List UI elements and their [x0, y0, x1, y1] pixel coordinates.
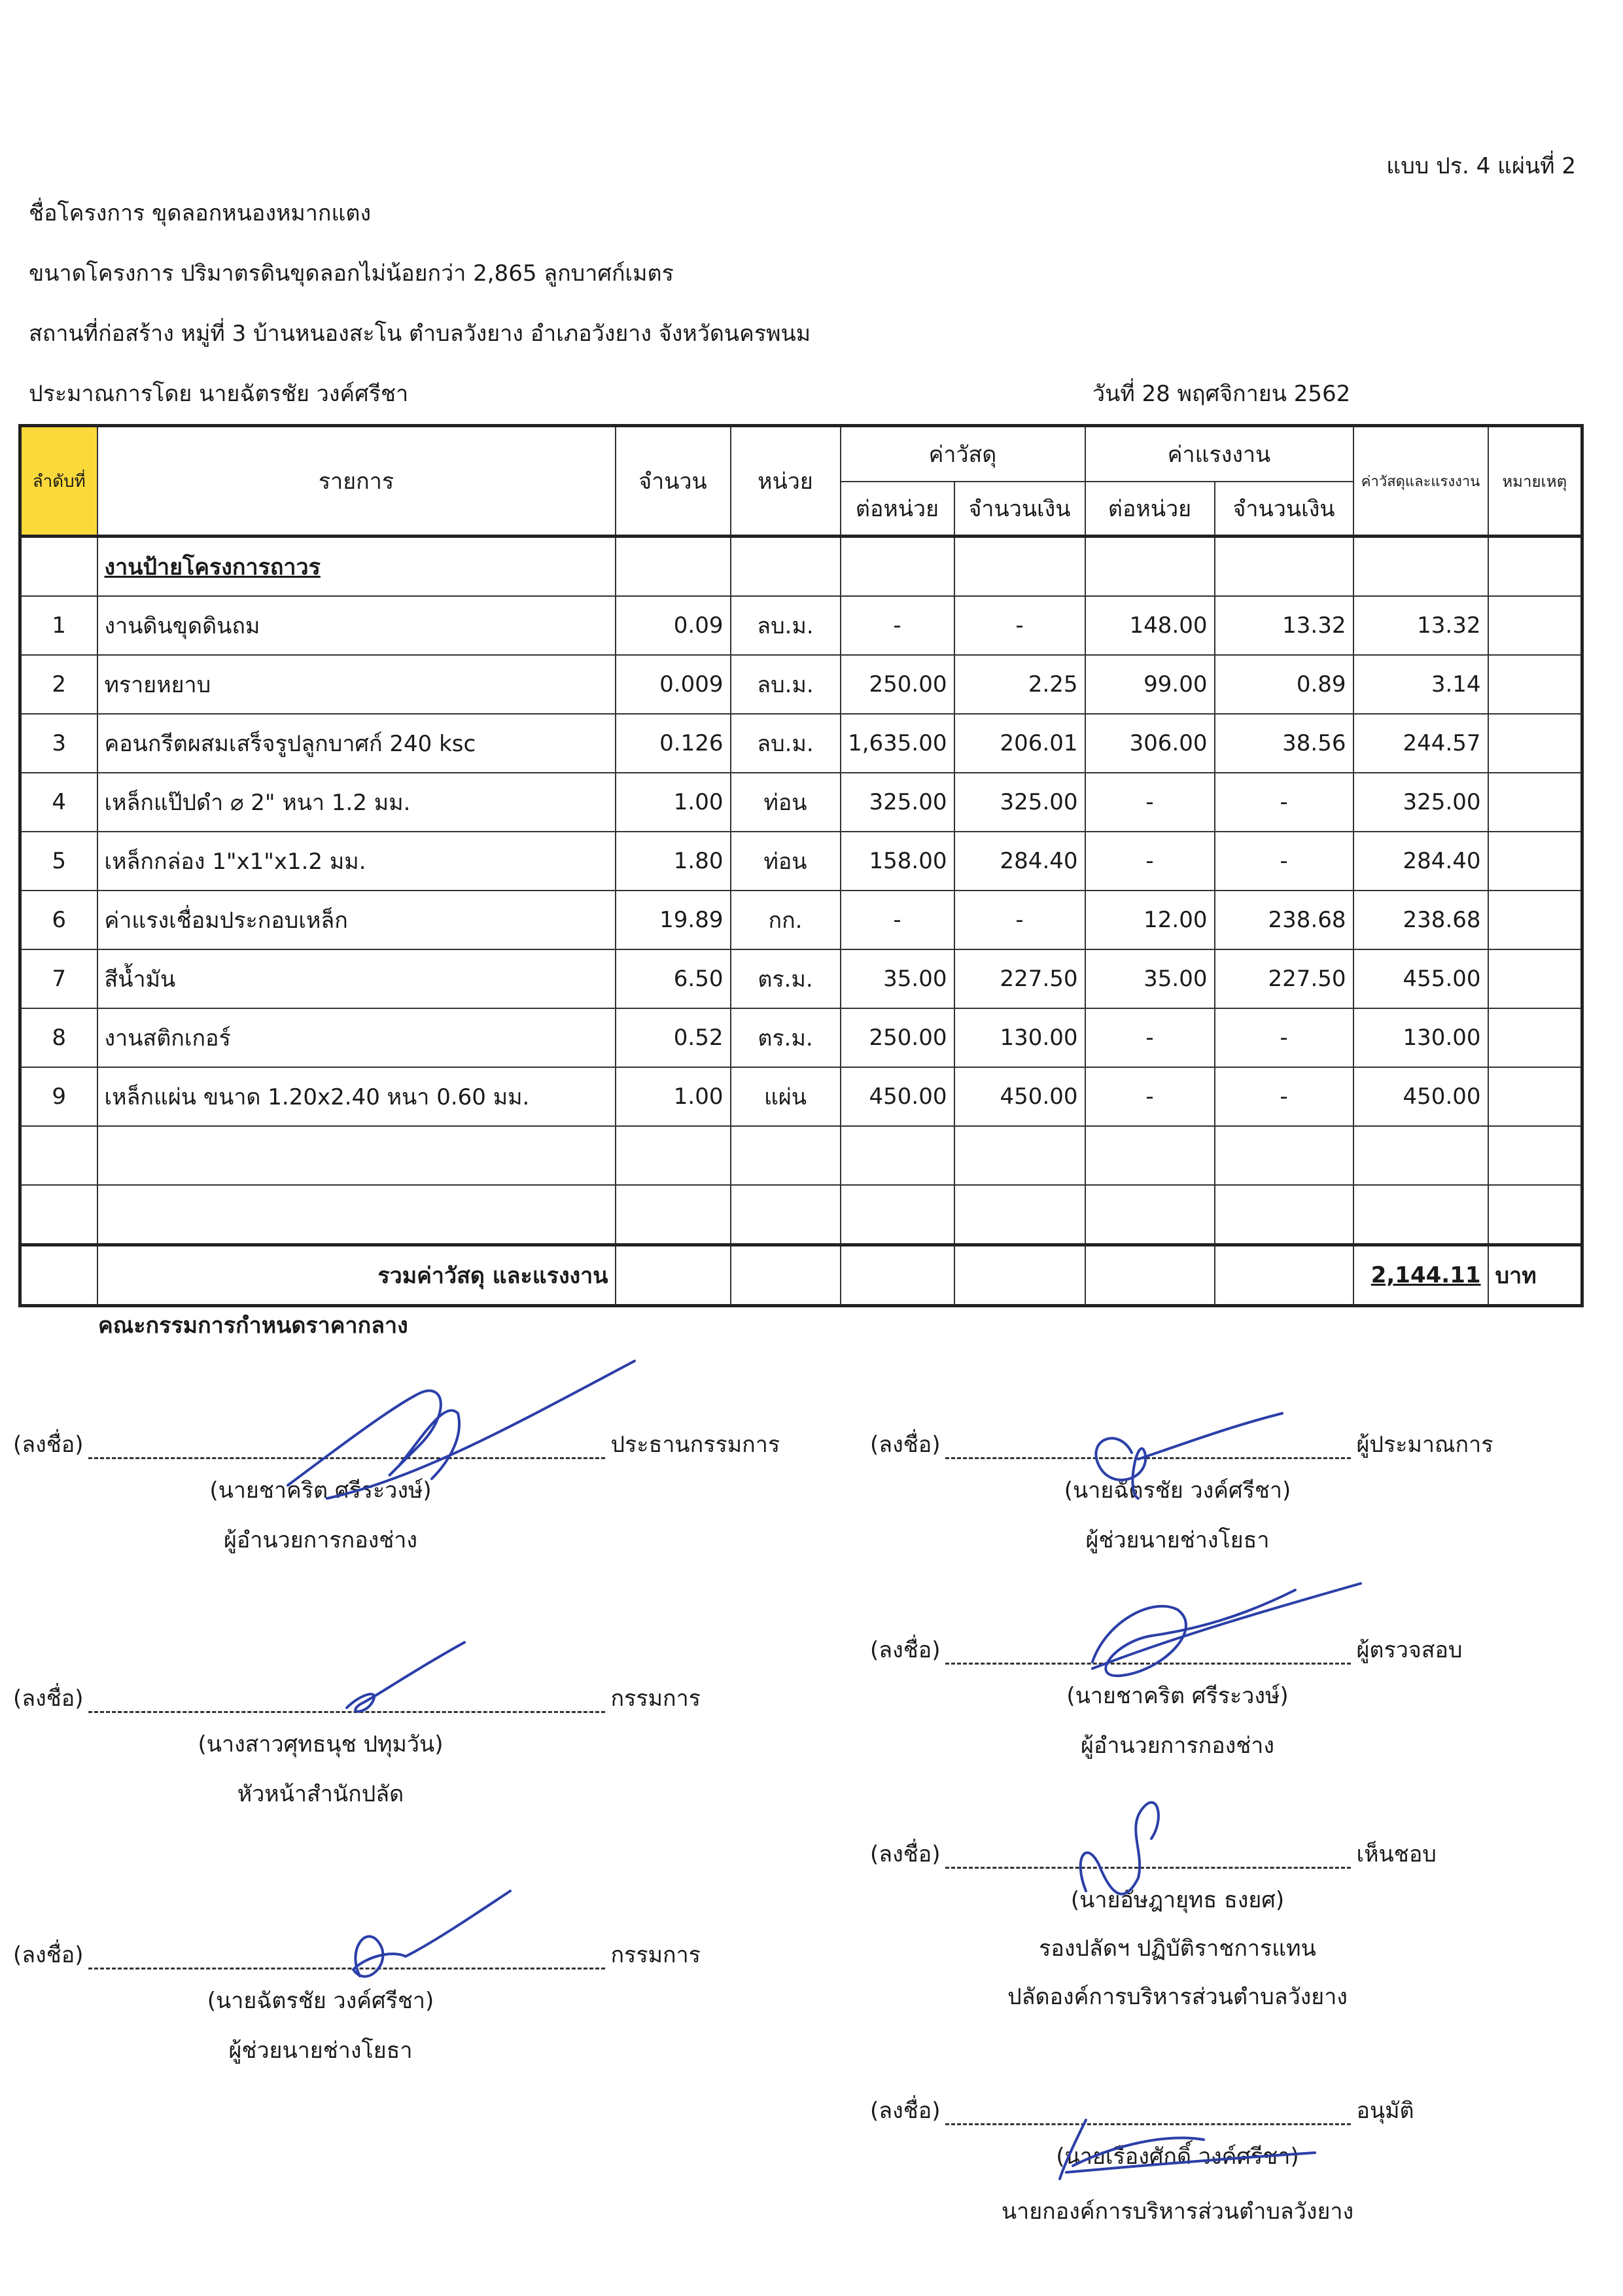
table-row: [20, 1067, 1582, 1126]
row-qty: 0.009: [616, 655, 731, 714]
sign-prefix: (ลงชื่อ): [13, 1942, 84, 1968]
row-item: สีน้ำมัน: [97, 949, 616, 1008]
sign-prefix: (ลงชื่อ): [870, 1637, 941, 1663]
row-seq: 9: [20, 1067, 97, 1126]
row-item: เหล็กกล่อง 1"x1"x1.2 มม.: [97, 832, 616, 891]
header-remark: หมายเหตุ: [1488, 426, 1582, 537]
header-labor-amount: จำนวนเงิน: [1215, 482, 1353, 537]
header-material: ค่าวัสดุ: [841, 426, 1085, 482]
row-item: งานดินขุดดินถม: [97, 596, 616, 655]
row-qty: 6.50: [616, 949, 731, 1008]
row-material-amount: 227.50: [954, 949, 1085, 1008]
row-material-amount: 450.00: [954, 1067, 1085, 1126]
sign-prefix: (ลงชื่อ): [870, 1432, 941, 1458]
row-labor-amount: -: [1215, 1067, 1353, 1126]
estimate-date: วันที่ 28 พฤศจิกายน 2562: [1092, 381, 1351, 407]
signer-position: ผู้อำนวยการกองช่าง: [223, 1527, 417, 1553]
row-material-per-unit: 450.00: [841, 1067, 954, 1126]
row-remark: [1488, 832, 1582, 891]
row-material-amount: 325.00: [954, 773, 1085, 832]
row-qty: 0.126: [616, 714, 731, 773]
row-material-per-unit: -: [841, 596, 954, 655]
row-qty: 19.89: [616, 891, 731, 949]
handwritten-signature: [1047, 1767, 1295, 1924]
signer-position: หัวหน้าสำนักปลัด: [237, 1781, 404, 1807]
form-reference: แบบ ปร. 4 แผ่นที่ 2: [1386, 153, 1576, 179]
row-unit: ลบ.ม.: [731, 655, 841, 714]
handwritten-signature: [1047, 1570, 1374, 1688]
signer-role: เห็นชอบ: [1356, 1841, 1437, 1867]
row-total: 244.57: [1353, 714, 1488, 773]
row-unit: ลบ.ม.: [731, 714, 841, 773]
row-unit: ท่อน: [731, 773, 841, 832]
signer-name: (นายชาคริต ศรีระวงษ์): [209, 1477, 432, 1504]
row-unit: กก.: [731, 891, 841, 949]
row-material-amount: 284.40: [954, 832, 1085, 891]
row-remark: [1488, 1067, 1582, 1126]
row-seq: 2: [20, 655, 97, 714]
row-material-amount: 206.01: [954, 714, 1085, 773]
row-labor-amount: 13.32: [1215, 596, 1353, 655]
header-seq: ลำดับที่: [20, 426, 97, 537]
row-item: งานสติกเกอร์: [97, 1008, 616, 1067]
project-size: ขนาดโครงการ ปริมาตรดินขุดลอกไม่น้อยกว่า 2,865 ลูกบาศก์เมตร: [29, 260, 674, 287]
row-material-amount: -: [954, 596, 1085, 655]
row-labor-per-unit: 306.00: [1085, 714, 1215, 773]
row-material-amount: 2.25: [954, 655, 1085, 714]
row-total: 13.32: [1353, 596, 1488, 655]
row-seq: 3: [20, 714, 97, 773]
signer-name: (นายอัษฎายุทธ ธงยศ): [1070, 1887, 1285, 1913]
row-total: 3.14: [1353, 655, 1488, 714]
signer-role: ประธานกรรมการ: [610, 1432, 780, 1458]
row-total: 284.40: [1353, 832, 1488, 891]
row-remark: [1488, 714, 1582, 773]
row-item: คอนกรีตผสมเสร็จรูปลูกบาศก์ 240 ksc: [97, 714, 616, 773]
signer-position: นายกองค์การบริหารส่วนตำบลวังยาง: [1001, 2199, 1354, 2225]
row-unit: แผ่น: [731, 1067, 841, 1126]
estimated-by: ประมาณการโดย นายฉัตรชัย วงค์ศรีชา: [29, 381, 409, 407]
row-labor-amount: 0.89: [1215, 655, 1353, 714]
project-name: ชื่อโครงการ ขุดลอกหนองหมากแตง: [29, 200, 372, 226]
row-remark: [1488, 891, 1582, 949]
row-item: ค่าแรงเชื่อมประกอบเหล็ก: [97, 891, 616, 949]
row-labor-amount: -: [1215, 1008, 1353, 1067]
row-remark: [1488, 949, 1582, 1008]
row-item: ทรายหยาบ: [97, 655, 616, 714]
total-unit: บาท: [1488, 1245, 1582, 1306]
row-labor-amount: 227.50: [1215, 949, 1353, 1008]
signer-position-2: ปลัดองค์การบริหารส่วนตำบลวังยาง: [1007, 1984, 1348, 2010]
section-title: งานป้ายโครงการถาวร: [97, 537, 616, 597]
header-unit: หน่วย: [731, 426, 841, 537]
row-qty: 0.09: [616, 596, 731, 655]
row-labor-per-unit: -: [1085, 832, 1215, 891]
signer-name: (นายฉัตรชัย วงค์ศรีชา): [1064, 1477, 1291, 1504]
row-seq: 1: [20, 596, 97, 655]
table-row: [20, 891, 1582, 949]
handwritten-signature: [1047, 1400, 1308, 1505]
table-row: [20, 949, 1582, 1008]
table-row: [20, 596, 1582, 655]
row-labor-per-unit: -: [1085, 1008, 1215, 1067]
row-remark: [1488, 1008, 1582, 1067]
handwritten-signature: [1007, 2107, 1348, 2192]
sign-prefix: (ลงชื่อ): [870, 2098, 941, 2124]
row-labor-amount: 238.68: [1215, 891, 1353, 949]
sign-prefix: (ลงชื่อ): [13, 1686, 84, 1712]
row-seq: 7: [20, 949, 97, 1008]
signer-role: กรรมการ: [610, 1942, 701, 1968]
signer-role: ผู้ตรวจสอบ: [1356, 1637, 1463, 1663]
handwritten-signature: [249, 1335, 654, 1518]
row-remark: [1488, 655, 1582, 714]
signer-position: รองปลัดฯ ปฏิบัติราชการแทน: [1039, 1935, 1316, 1962]
header-labor-per-unit: ต่อหน่วย: [1085, 482, 1215, 537]
header-labor: ค่าแรงงาน: [1085, 426, 1353, 482]
signer-role: ผู้ประมาณการ: [1356, 1432, 1493, 1458]
row-material-per-unit: 325.00: [841, 773, 954, 832]
header-qty: จำนวน: [616, 426, 731, 537]
row-labor-per-unit: 148.00: [1085, 596, 1215, 655]
row-total: 450.00: [1353, 1067, 1488, 1126]
signer-name: (นายเรืองศักดิ์ วงค์ศรีชา): [1056, 2144, 1299, 2170]
signer-name: (นายฉัตรชัย วงค์ศรีชา): [207, 1988, 434, 2014]
row-labor-per-unit: 99.00: [1085, 655, 1215, 714]
row-unit: ตร.ม.: [731, 1008, 841, 1067]
header-item: รายการ: [97, 426, 616, 537]
row-labor-per-unit: -: [1085, 1067, 1215, 1126]
signer-name: (นางสาวศุทธนุช ปทุมวัน): [198, 1731, 444, 1757]
row-labor-amount: 38.56: [1215, 714, 1353, 773]
row-material-per-unit: 250.00: [841, 1008, 954, 1067]
row-seq: 4: [20, 773, 97, 832]
row-seq: 8: [20, 1008, 97, 1067]
row-total: 455.00: [1353, 949, 1488, 1008]
row-total: 238.68: [1353, 891, 1488, 949]
row-seq: 5: [20, 832, 97, 891]
handwritten-signature: [249, 1629, 497, 1747]
signer-name: (นายชาคริต ศรีระวงษ์): [1066, 1683, 1289, 1709]
construction-location: สถานที่ก่อสร้าง หมู่ที่ 3 บ้านหนองสะโน ตำบลวังยาง อำเภอวังยาง จังหวัดนครพนม: [29, 321, 811, 347]
row-qty: 0.52: [616, 1008, 731, 1067]
row-material-per-unit: 1,635.00: [841, 714, 954, 773]
signer-position: ผู้ช่วยนายช่างโยธา: [1085, 1527, 1270, 1553]
signer-role: อนุมัติ: [1356, 2098, 1414, 2124]
row-labor-per-unit: 35.00: [1085, 949, 1215, 1008]
table-row: [20, 655, 1582, 714]
row-unit: ตร.ม.: [731, 949, 841, 1008]
signer-role: กรรมการ: [610, 1686, 701, 1712]
row-unit: ท่อน: [731, 832, 841, 891]
table-row: [20, 773, 1582, 832]
row-material-per-unit: -: [841, 891, 954, 949]
table-row: [20, 714, 1582, 773]
row-remark: [1488, 773, 1582, 832]
header-combined: ค่าวัสดุและแรงงาน: [1353, 426, 1488, 537]
handwritten-signature: [288, 1871, 536, 2002]
header-material-amount: จำนวนเงิน: [954, 482, 1085, 537]
row-seq: 6: [20, 891, 97, 949]
row-material-amount: -: [954, 891, 1085, 949]
cost-estimate-table: [18, 424, 1584, 1307]
header-material-per-unit: ต่อหน่วย: [841, 482, 954, 537]
row-item: เหล็กแป๊ปดำ ⌀ 2" หนา 1.2 มม.: [97, 773, 616, 832]
row-material-per-unit: 35.00: [841, 949, 954, 1008]
signer-position: ผู้อำนวยการกองช่าง: [1080, 1733, 1274, 1759]
row-item: เหล็กแผ่น ขนาด 1.20x2.40 หนา 0.60 มม.: [97, 1067, 616, 1126]
row-qty: 1.00: [616, 1067, 731, 1126]
row-qty: 1.80: [616, 832, 731, 891]
total-label: รวมค่าวัสดุ และแรงงาน: [97, 1245, 616, 1306]
empty-row: [20, 1185, 1582, 1245]
table-row: [20, 832, 1582, 891]
table-row: [20, 1008, 1582, 1067]
row-material-amount: 130.00: [954, 1008, 1085, 1067]
row-labor-per-unit: -: [1085, 773, 1215, 832]
row-labor-amount: -: [1215, 773, 1353, 832]
total-row: [20, 1245, 1582, 1306]
row-total: 325.00: [1353, 773, 1488, 832]
sign-prefix: (ลงชื่อ): [870, 1841, 941, 1867]
row-unit: ลบ.ม.: [731, 596, 841, 655]
row-remark: [1488, 596, 1582, 655]
row-labor-per-unit: 12.00: [1085, 891, 1215, 949]
committee-title: คณะกรรมการกำหนดราคากลาง: [98, 1313, 408, 1339]
sign-prefix: (ลงชื่อ): [13, 1432, 84, 1458]
row-material-per-unit: 250.00: [841, 655, 954, 714]
section-row: [20, 537, 1582, 597]
row-total: 130.00: [1353, 1008, 1488, 1067]
total-value: 2,144.11: [1353, 1245, 1488, 1306]
row-qty: 1.00: [616, 773, 731, 832]
row-material-per-unit: 158.00: [841, 832, 954, 891]
row-labor-amount: -: [1215, 832, 1353, 891]
signer-position: ผู้ช่วยนายช่างโยธา: [228, 2038, 413, 2064]
empty-row: [20, 1126, 1582, 1185]
